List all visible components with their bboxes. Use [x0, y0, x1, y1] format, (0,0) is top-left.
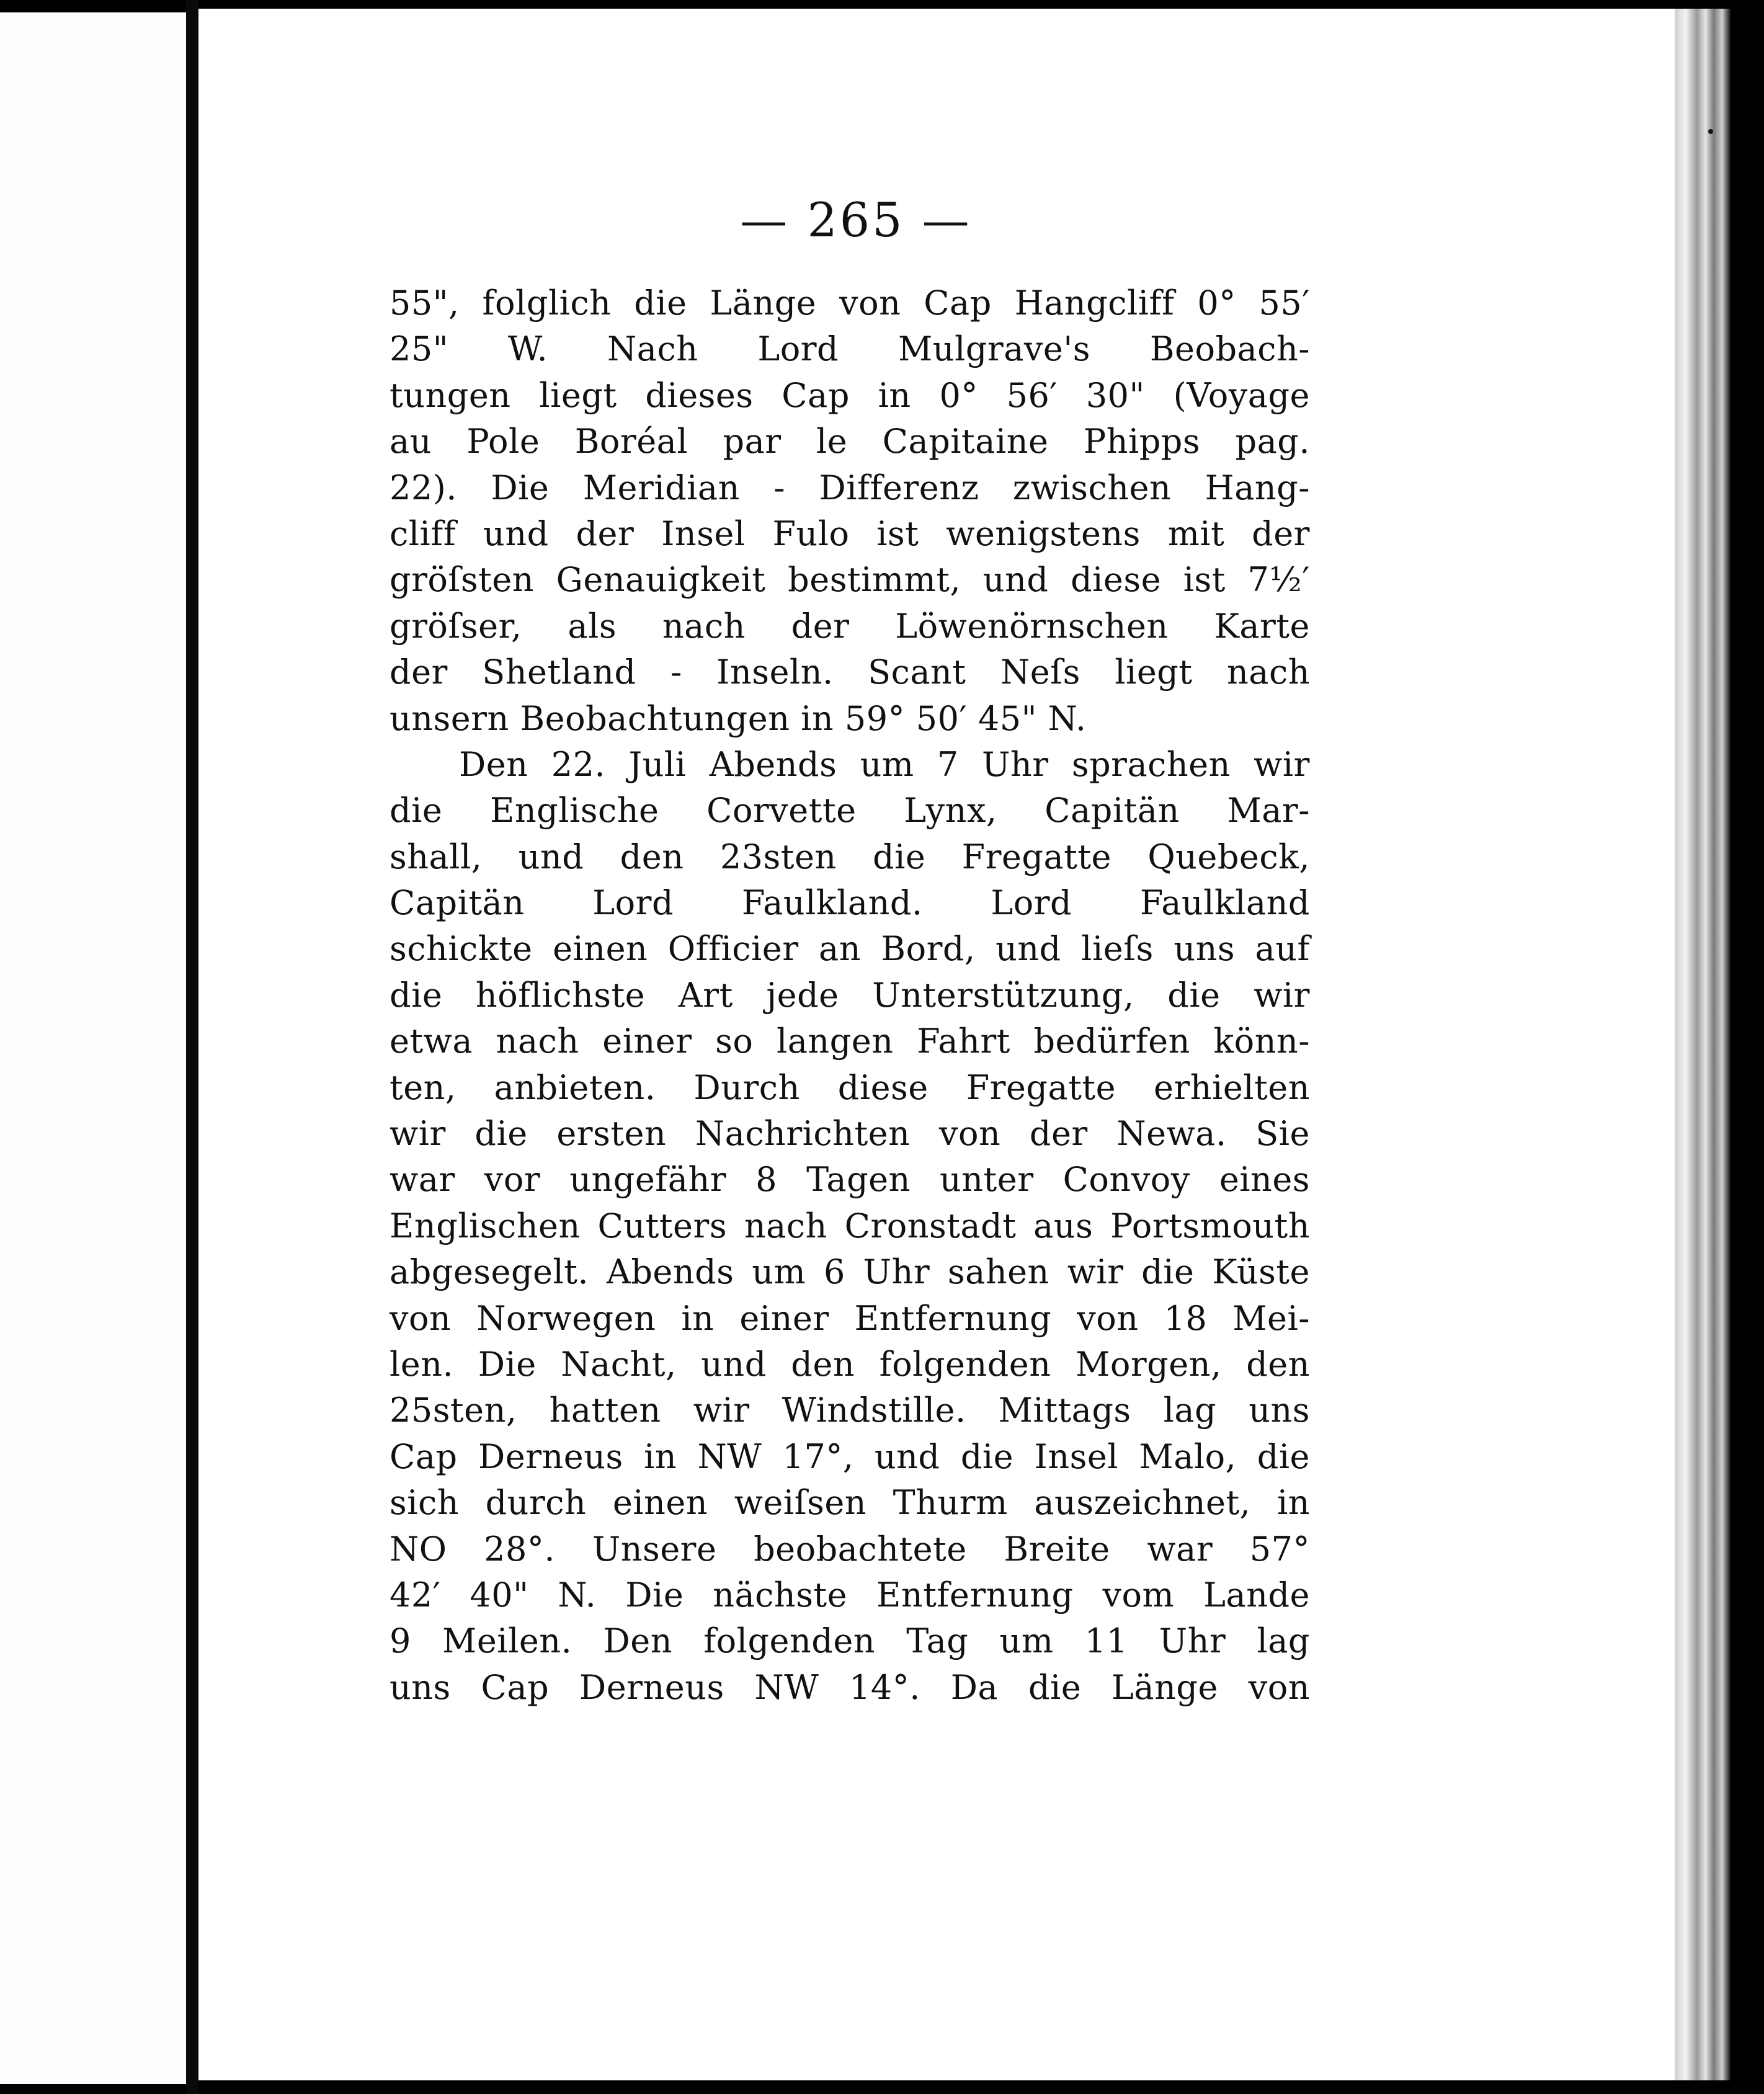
text-line: NO 28°. Unsere beobachtete Breite war 57°: [390, 1529, 1310, 1569]
text-line: shall, und den 23sten die Fregatte Quebeck,: [390, 837, 1310, 876]
text-line: von Norwegen in einer Entfernung von 18 Mei-: [390, 1298, 1310, 1338]
text-line: uns Cap Derneus NW 14°. Da die Länge von: [390, 1667, 1310, 1707]
text-line: 9 Meilen. Den folgenden Tag um 11 Uhr lag: [390, 1621, 1310, 1661]
text-line: 42′ 40" N. Die nächste Entfernung vom Lande: [390, 1575, 1310, 1615]
text-line: gröſsten Genauigkeit bestimmt, und diese ist 7½′: [390, 560, 1310, 600]
text-line: der Shetland - Inseln. Scant Neſs liegt nach: [390, 653, 1310, 692]
right-border: [1731, 0, 1764, 2094]
text-line: die höflichste Art jede Unterstützung, die wir: [390, 975, 1310, 1015]
right-page-edges: [1675, 9, 1731, 2080]
text-line: tungen liegt dieses Cap in 0° 56′ 30" (Voyage: [390, 375, 1310, 415]
text-line: len. Die Nacht, und den folgenden Morgen, den: [390, 1344, 1310, 1384]
scan-speck: [1708, 129, 1713, 134]
text-line: wir die ersten Nachrichten von der Newa. Sie: [390, 1114, 1310, 1154]
text-line: abgesegelt. Abends um 6 Uhr sahen wir die Küste: [390, 1252, 1310, 1292]
text-line: Cap Derneus in NW 17°, und die Insel Malo, die: [390, 1437, 1310, 1476]
text-line: 22). Die Meridian - Differenz zwischen Hang-: [390, 468, 1310, 507]
text-line: Capitän Lord Faulkland. Lord Faulkland: [390, 883, 1310, 923]
text-line: Den 22. Juli Abends um 7 Uhr sprachen wir: [459, 744, 1310, 784]
book-gutter: [186, 0, 198, 2094]
text-line: die Englische Corvette Lynx, Capitän Mar-: [390, 791, 1310, 831]
text-line: au Pole Boréal par le Capitaine Phipps pag.: [390, 422, 1310, 461]
text-line: war vor ungefähr 8 Tagen unter Convoy eines: [390, 1160, 1310, 1200]
text-line: cliff und der Insel Fulo ist wenigstens mit der: [390, 514, 1310, 553]
left-page-edge: [0, 12, 190, 2084]
text-line: Englischen Cutters nach Cronstadt aus Portsmouth: [390, 1206, 1310, 1245]
text-line: 55", folglich die Länge von Cap Hangcliff 0° 55′: [390, 283, 1310, 323]
text-line: unsern Beobachtungen in 59° 50′ 45" N.: [390, 698, 1087, 738]
text-line: gröſser, als nach der Löwenörnschen Karte: [390, 606, 1310, 646]
text-line: ten, anbieten. Durch diese Fregatte erhielten: [390, 1067, 1310, 1107]
text-line: sich durch einen weiſsen Thurm auszeichnet, in: [390, 1483, 1310, 1523]
text-line: schickte einen Officier an Bord, und lieſs uns auf: [390, 929, 1310, 969]
text-line: 25" W. Nach Lord Mulgrave's Beobach-: [390, 329, 1310, 369]
page-number: — 265 —: [740, 192, 972, 247]
text-line: 25sten, hatten wir Windstille. Mittags lag uns: [390, 1391, 1310, 1430]
text-line: etwa nach einer so langen Fahrt bedürfen könn-: [390, 1022, 1310, 1061]
body-text: [390, 280, 1310, 1711]
